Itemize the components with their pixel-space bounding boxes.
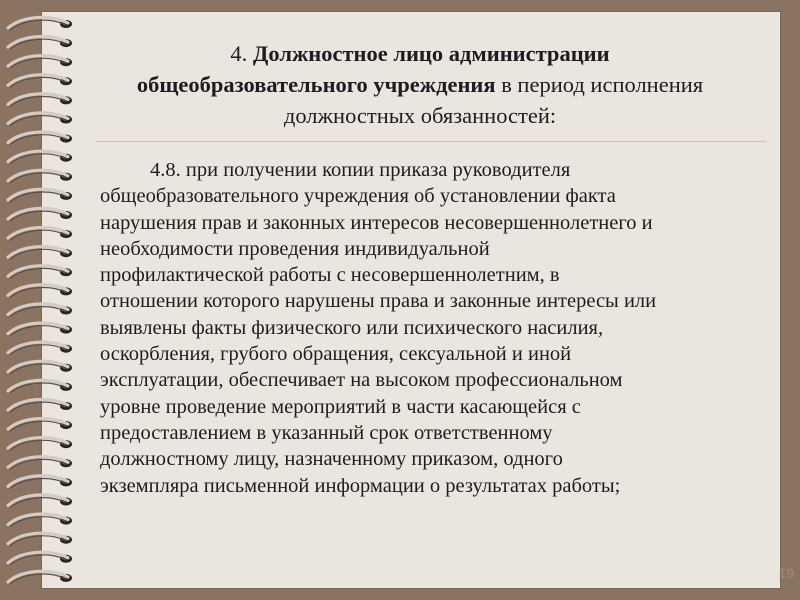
title-bold-part-2: общеобразовательного учреждения [136,72,496,97]
body-line: предоставлением в указанный срок ответственному [100,421,553,444]
body-line: должностному лицу, назначенному приказом, одного [100,448,563,471]
binding-ring [8,170,72,183]
body-line: эксплуатации, обеспечивает на высоком профессиональном [100,369,623,392]
binding-ring [8,571,72,584]
title-line-3: должностных обязанностей: [283,103,557,128]
body-line: профилактической работы с несовершеннолетним, в [100,264,560,287]
binding-ring [8,399,72,412]
body-line: нарушения прав и законных интересов несовершеннолетнего и [100,211,653,234]
binding-ring [8,457,72,470]
binding-ring [8,189,72,202]
binding-ring [8,552,72,565]
body-line: общеобразовательного учреждения об установлении факта [100,185,616,208]
body-line: оскорбления, грубого обращения, сексуальной и иной [100,343,572,366]
body-line: отношении которого нарушены права и законные интересы или [100,290,657,313]
body-text [100,157,774,499]
binding-ring [8,285,72,298]
slide-title [60,38,780,131]
title-number: 4. [230,41,253,66]
binding-ring [8,208,72,221]
title-divider [96,141,766,142]
binding-ring [8,323,72,336]
binding-ring [8,476,72,489]
body-line: экземпляра письменной информации о результатах работы; [100,474,621,497]
binding-ring [8,247,72,260]
body-line: 4.8. при получении копии приказа руководителя [150,159,571,181]
binding-ring [8,495,72,508]
binding-ring [8,304,72,317]
binding-ring [8,17,72,30]
binding-ring [8,266,72,279]
body-line: необходимости проведения индивидуальной [100,237,490,260]
body-line: выявлены факты физического или психического насилия, [100,316,604,339]
binding-ring [8,533,72,546]
binding-ring [8,228,72,241]
binding-ring [8,151,72,164]
title-rest-2: в период исполнения [495,72,704,97]
binding-ring [8,514,72,527]
title-bold-part-1: Должностное лицо администрации [252,41,610,66]
page-number: 19 [778,565,794,581]
binding-ring [8,419,72,432]
binding-ring [8,132,72,145]
body-line: уровне проведение мероприятий в части касающейся с [100,395,581,418]
binding-ring [8,438,72,451]
binding-ring [8,342,72,355]
binding-ring [8,380,72,393]
binding-ring [8,361,72,374]
